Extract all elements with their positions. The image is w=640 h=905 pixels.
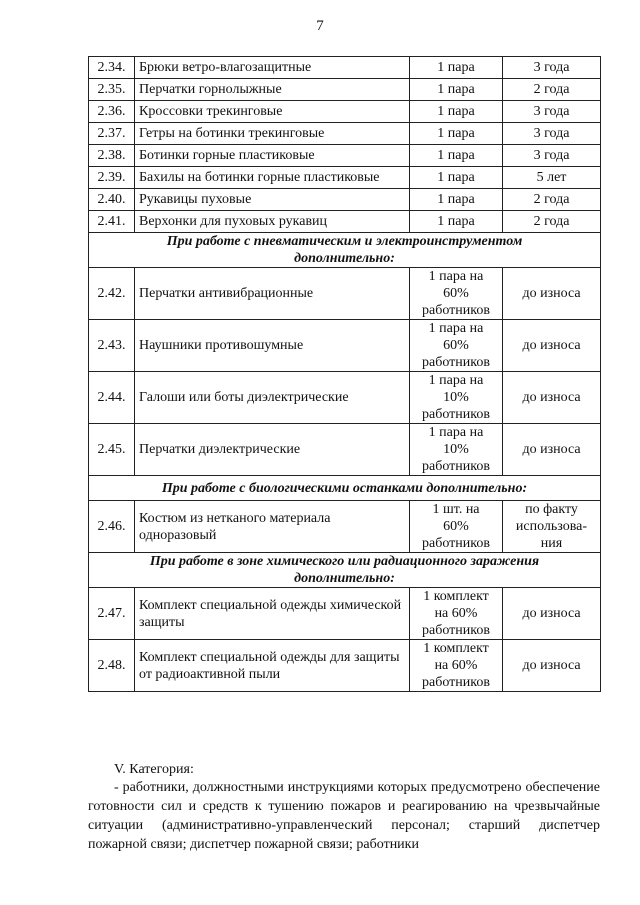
section-heading-text: При работе в зоне химического или радиационного заражения дополнительно:	[149, 554, 540, 586]
item-quantity: 1 пара на 10% работников	[410, 372, 503, 424]
equipment-table-body	[89, 57, 601, 692]
item-quantity: 1 комплект на 60% работников	[410, 640, 503, 692]
item-name: Костюм из нетканого материала одноразовый	[135, 501, 410, 553]
item-term: до износа	[503, 268, 601, 320]
item-number: 2.35.	[89, 79, 135, 101]
item-quantity: 1 пара	[410, 167, 503, 189]
item-term: 3 года	[503, 57, 601, 79]
table-row	[89, 501, 601, 553]
item-name: Брюки ветро-влагозащитные	[135, 57, 410, 79]
item-quantity: 1 шт. на 60% работников	[410, 501, 503, 553]
item-quantity: 1 пара	[410, 211, 503, 233]
item-number: 2.38.	[89, 145, 135, 167]
item-quantity: 1 пара на 10% работников	[410, 424, 503, 476]
item-name: Ботинки горные пластиковые	[135, 145, 410, 167]
item-term: 2 года	[503, 189, 601, 211]
section-heading-text: При работе с биологическими останками дополнительно:	[161, 480, 528, 496]
section-heading	[89, 233, 601, 268]
equipment-table	[88, 56, 601, 692]
item-term: до износа	[503, 640, 601, 692]
table-row	[89, 211, 601, 233]
item-quantity: 1 пара	[410, 145, 503, 167]
item-quantity: 1 пара	[410, 123, 503, 145]
section-heading	[89, 553, 601, 588]
table-row	[89, 588, 601, 640]
item-quantity: 1 пара	[410, 189, 503, 211]
item-number: 2.42.	[89, 268, 135, 320]
table-row	[89, 123, 601, 145]
table-row	[89, 101, 601, 123]
item-term: до износа	[503, 320, 601, 372]
item-number: 2.39.	[89, 167, 135, 189]
table-row	[89, 167, 601, 189]
table-row	[89, 189, 601, 211]
item-term: до износа	[503, 424, 601, 476]
table-row	[89, 372, 601, 424]
section-row	[89, 553, 601, 588]
item-number: 2.46.	[89, 501, 135, 553]
item-name: Перчатки горнолыжные	[135, 79, 410, 101]
item-name: Перчатки антивибрационные	[135, 268, 410, 320]
item-quantity: 1 пара	[410, 101, 503, 123]
item-name: Наушники противошумные	[135, 320, 410, 372]
item-name: Кроссовки трекинговые	[135, 101, 410, 123]
item-term: по факту использова- ния	[503, 501, 601, 553]
category-heading: V. Категория:	[114, 762, 194, 777]
item-name: Комплект специальной одежды для защиты от радиоактивной пыли	[135, 640, 410, 692]
section-heading	[89, 476, 601, 501]
item-name: Верхонки для пуховых рукавиц	[135, 211, 410, 233]
item-number: 2.47.	[89, 588, 135, 640]
item-number: 2.43.	[89, 320, 135, 372]
item-term: 5 лет	[503, 167, 601, 189]
item-name: Комплект специальной одежды химической защиты	[135, 588, 410, 640]
table-row	[89, 79, 601, 101]
table-row	[89, 424, 601, 476]
section-row	[89, 476, 601, 501]
item-quantity: 1 пара на 60% работников	[410, 320, 503, 372]
item-name: Галоши или боты диэлектрические	[135, 372, 410, 424]
item-number: 2.37.	[89, 123, 135, 145]
table-row	[89, 145, 601, 167]
table-row	[89, 640, 601, 692]
item-name: Перчатки диэлектрические	[135, 424, 410, 476]
item-quantity: 1 пара	[410, 79, 503, 101]
item-quantity: 1 комплект на 60% работников	[410, 588, 503, 640]
item-term: 2 года	[503, 79, 601, 101]
item-number: 2.45.	[89, 424, 135, 476]
table-row	[89, 320, 601, 372]
page-number: 7	[316, 18, 324, 34]
table-row	[89, 268, 601, 320]
item-number: 2.36.	[89, 101, 135, 123]
item-term: 3 года	[503, 145, 601, 167]
section-row	[89, 233, 601, 268]
item-term: 2 года	[503, 211, 601, 233]
item-quantity: 1 пара	[410, 57, 503, 79]
item-number: 2.41.	[89, 211, 135, 233]
item-name: Гетры на ботинки трекинговые	[135, 123, 410, 145]
item-term: 3 года	[503, 101, 601, 123]
item-name: Бахилы на ботинки горные пластиковые	[135, 167, 410, 189]
section-heading-text: При работе с пневматическим и электроинструментом дополнительно:	[166, 234, 523, 266]
item-number: 2.34.	[89, 57, 135, 79]
category-text: - работники, должностными инструкциями которых предусмотрено обеспечение готовности сил и средств к тушению пожаров и реагированию на чрезвычайные ситуации (административно-управленческий персонал; старший диспетчер пожарной связи; диспетчер пожарной связи; работники	[88, 780, 600, 852]
item-term: до износа	[503, 372, 601, 424]
item-number: 2.48.	[89, 640, 135, 692]
item-number: 2.40.	[89, 189, 135, 211]
item-term: до износа	[503, 588, 601, 640]
item-name: Рукавицы пуховые	[135, 189, 410, 211]
item-term: 3 года	[503, 123, 601, 145]
item-quantity: 1 пара на 60% работников	[410, 268, 503, 320]
item-number: 2.44.	[89, 372, 135, 424]
table-row	[89, 57, 601, 79]
